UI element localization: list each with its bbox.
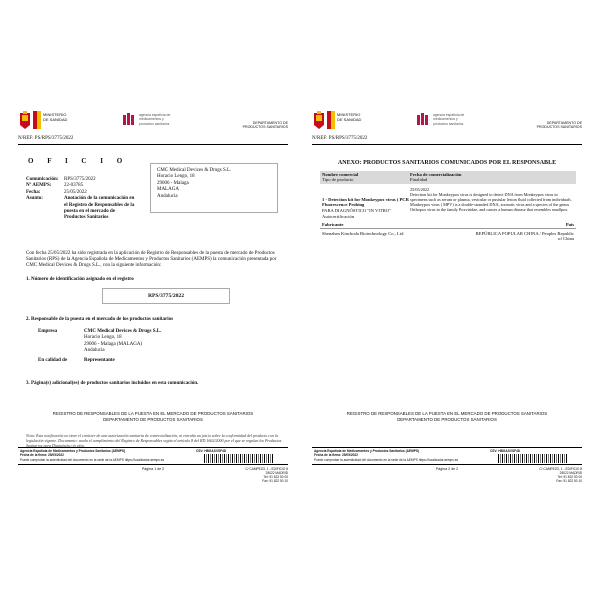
manufacturer-label: Fabricante bbox=[322, 222, 344, 228]
aemps-line: agencia española de bbox=[139, 113, 171, 117]
product-type: PARA DIAGNÓSTICO "IN VITRO" bbox=[322, 208, 391, 213]
page-header bbox=[18, 105, 288, 135]
aemps-line: productos sanitarios bbox=[433, 121, 464, 126]
address-line: MALAGA bbox=[157, 187, 179, 193]
body-paragraph: Con fecha 25/05/2022 ha sido registrada en la aplicación de Registro de Responsables de la puesta de mercado de Productos Sanitarios (RPS) de la Agencia Española de Medicamentos y Productos Sanitarios (AEMPS) la comunicación presentada por CMC Medical Devices & Drugs S.L., con la siguiente información: bbox=[26, 251, 277, 269]
aemps-line: medicamentos y bbox=[139, 117, 164, 122]
department-line: DEPARTAMENTO DE bbox=[252, 121, 288, 125]
annex-title: ANEXO: PRODUCTOS SANITARIOS COMUNICADOS POR EL RESPONSABLE bbox=[337, 160, 557, 166]
divider bbox=[312, 144, 582, 145]
signature-bar bbox=[18, 447, 288, 465]
detail-row bbox=[38, 348, 161, 354]
agency-address-line: Fax: 91 822 50 10 bbox=[556, 479, 582, 483]
product-date: 25/05/2022 bbox=[410, 186, 430, 192]
aemps-name bbox=[433, 113, 483, 126]
section-heading: 3. Página(s) adicional(es) de productos sanitarios incluidos en esta comunicación. bbox=[26, 381, 199, 386]
meta-label: Nº AEMPS: bbox=[26, 183, 52, 189]
footer-title bbox=[18, 411, 288, 423]
column-header: Fecha de comercialización bbox=[410, 172, 462, 177]
meta-value: 22-03785 bbox=[64, 183, 84, 189]
page-header bbox=[312, 105, 582, 135]
product-certification: Autocertificación bbox=[322, 213, 355, 219]
country-value: REPÚBLICA POPULAR CHINA / Peoples Republic of China bbox=[475, 230, 574, 241]
address-line: Horacio Lengo, 18 bbox=[157, 174, 195, 180]
aemps-logo-icon bbox=[417, 112, 431, 126]
signature-info bbox=[20, 449, 180, 462]
barcode-icon bbox=[498, 454, 568, 463]
address-line: 29006 - Malaga bbox=[157, 180, 189, 186]
reference-number: N/REF: PS/RPS/3775/2022 bbox=[18, 136, 74, 141]
product-purpose: Detection kit for Monkeypox virus is designed to detect DNA from Monkeypox virus in specimens such as serum or plasma, vesicular or pustular lesion fluid collected from individuals. Monkeypox virus ( MPV) is a double-stranded DNA, zoonotic virus and a species of the genus Orthopox virus in the family Poxviridae, and causes a human disease that resembles smallpox. bbox=[410, 191, 572, 212]
aemps-line: medicamentos y bbox=[433, 117, 458, 122]
detail-row bbox=[38, 358, 161, 364]
column-header: Tipo de producto bbox=[322, 177, 354, 183]
department-line: DEPARTAMENTO DE bbox=[546, 121, 582, 125]
column-header: Nombre comercial bbox=[322, 172, 359, 177]
recipient-address bbox=[150, 163, 278, 213]
detail-value: Representante bbox=[84, 357, 115, 363]
coat-of-arms-icon bbox=[18, 111, 32, 129]
signature-date: Fecha de la firma: 25/05/2022 bbox=[20, 453, 64, 458]
signature-date: Fecha de la firma: 25/05/2022 bbox=[314, 453, 358, 458]
department-line: PRODUCTOS SANITARIOS bbox=[536, 125, 582, 130]
meta-row bbox=[26, 196, 136, 222]
page-1 bbox=[18, 105, 288, 483]
divider bbox=[18, 144, 288, 145]
barcode-icon bbox=[204, 454, 274, 463]
aemps-line: agencia española de bbox=[433, 113, 465, 117]
signature-info bbox=[314, 449, 474, 462]
table-header bbox=[320, 171, 576, 184]
ministry-name bbox=[337, 112, 397, 122]
footer-line: DEPARTAMENTO DE PRODUCTOS SANITARIOS bbox=[103, 417, 203, 422]
legal-note: Nota: Esta notificación no tiene el carácter de una autorización sanitaria de comercialización, ni entraña un juicio sobre la conformidad del producto con la legislación vigente. Documento: avala el cumplimiento del Registro de Responsables según el artículo 8 del RD 1662/2000 por el que se regulan los Productos Sanitarios para Diagnóstico in vitro. bbox=[26, 433, 282, 448]
agency-address-line: Tel: 91 822 50 00 bbox=[557, 475, 582, 479]
detail-value: Horacio Lengo, 18 bbox=[84, 335, 122, 341]
section-heading: 1. Número de identificación asignado en el registro bbox=[26, 277, 134, 282]
agency-name: Agencia Española de Medicamentos y Productos Sanitarios (AEMPS) bbox=[314, 449, 420, 453]
page-2 bbox=[312, 105, 582, 483]
communication-meta bbox=[26, 177, 136, 222]
footer-title bbox=[312, 411, 582, 423]
department-name bbox=[218, 121, 288, 130]
ministry-line: DE SANIDAD bbox=[337, 117, 362, 122]
ministry-line: MINISTERIO bbox=[43, 112, 67, 117]
country-label: País bbox=[565, 222, 574, 228]
footer-line: DEPARTAMENTO DE PRODUCTOS SANITARIOS bbox=[397, 417, 497, 422]
reference-number: N/REF: PS/RPS/3775/2022 bbox=[312, 136, 368, 141]
aemps-name bbox=[139, 113, 189, 126]
department-line: PRODUCTOS SANITARIOS bbox=[242, 125, 288, 130]
verify-link[interactable]: Puede comprobar la autenticidad del documento en la sede de la AEMPS https://localizador.aemps.es bbox=[20, 457, 165, 462]
flag-stripe-yellow bbox=[331, 111, 335, 129]
csv-code: CSV: HBGASVSF4D bbox=[196, 449, 227, 453]
department-name bbox=[512, 121, 582, 130]
section-heading: 2. Responsable de la puesta en el mercado de los productos sanitarios bbox=[26, 317, 174, 322]
ministry-line: MINISTERIO bbox=[337, 112, 361, 117]
agency-address-line: 28022 MADRID bbox=[265, 471, 288, 475]
table-row bbox=[320, 184, 576, 222]
detail-label: En calidad de bbox=[38, 357, 68, 363]
detail-value: 29006 - Malaga (MALAGA) bbox=[84, 341, 143, 347]
agency-address bbox=[245, 467, 288, 483]
detail-value: CMC Medical Devices & Drugs S.L. bbox=[84, 329, 162, 334]
agency-address-line: Fax: 91 822 50 10 bbox=[262, 479, 288, 483]
ministry-name bbox=[43, 112, 103, 122]
address-line: Andalucia bbox=[157, 193, 178, 199]
column-header: Finalidad bbox=[410, 177, 428, 183]
meta-value: 25/05/2022 bbox=[64, 189, 87, 195]
meta-label: Asunto: bbox=[26, 196, 43, 202]
agency-address-line: 28022 MADRID bbox=[559, 471, 582, 475]
ministry-line: DE SANIDAD bbox=[43, 117, 68, 122]
manufacturer-name: Shenzhen Kinchoda Biotechnology Co., Ltd bbox=[322, 230, 404, 236]
meta-label: Fecha: bbox=[26, 189, 41, 195]
aemps-logo-icon bbox=[123, 112, 137, 126]
signature-bar bbox=[312, 447, 582, 465]
agency-address bbox=[539, 467, 582, 483]
detail-value: Andalucia bbox=[84, 348, 105, 354]
page-number: Página 2 de 2 bbox=[435, 467, 459, 471]
products-table bbox=[320, 171, 576, 243]
footer-line: REGISTRO DE RESPONSABLES DE LA PUESTA EN EL MERCADO DE PRODUCTOS SANITARIOS bbox=[52, 411, 254, 416]
page-number: Página 1 de 2 bbox=[141, 467, 165, 471]
product-name: 1 - Detection kit for Monkeypox virus ( PCR Fluorescence Probing bbox=[322, 196, 409, 208]
agency-name: Agencia Española de Medicamentos y Productos Sanitarios (AEMPS) bbox=[20, 449, 126, 453]
meta-value: RPS/3775/2022 bbox=[64, 177, 96, 182]
agency-address-line: Tel: 91 822 50 00 bbox=[263, 475, 288, 479]
meta-value: Anotación de la comunicación en el Registro de Responsables de la puesta en el mercado de Productos Sanitarios bbox=[64, 196, 135, 221]
footer-line: REGISTRO DE RESPONSABLES DE LA PUESTA EN EL MERCADO DE PRODUCTOS SANITARIOS bbox=[346, 411, 548, 416]
flag-stripe-yellow bbox=[37, 111, 41, 129]
meta-label: Comunicación: bbox=[26, 177, 59, 182]
agency-address-line: C/ CAMPEZO, 1 - EDIFICIO 8 bbox=[539, 467, 582, 471]
registration-number-box: RPS/3775/2022 bbox=[102, 288, 230, 304]
detail-label: Empresa bbox=[38, 329, 58, 334]
document-title: O F I C I O bbox=[28, 157, 129, 165]
aemps-line: productos sanitarios bbox=[139, 121, 170, 126]
csv-code: CSV: HBGASVSF4D bbox=[490, 449, 521, 453]
responsible-details bbox=[38, 329, 161, 364]
agency-address-line: C/ CAMPEZO, 1 - EDIFICIO 8 bbox=[245, 467, 288, 471]
verify-link[interactable]: Puede comprobar la autenticidad del documento en la sede de la AEMPS https://localizador.aemps.es bbox=[314, 457, 459, 462]
address-line: CMC Medical Devices & Drugs S.L. bbox=[157, 168, 232, 173]
coat-of-arms-icon bbox=[312, 111, 326, 129]
manufacturer-row bbox=[320, 229, 576, 243]
